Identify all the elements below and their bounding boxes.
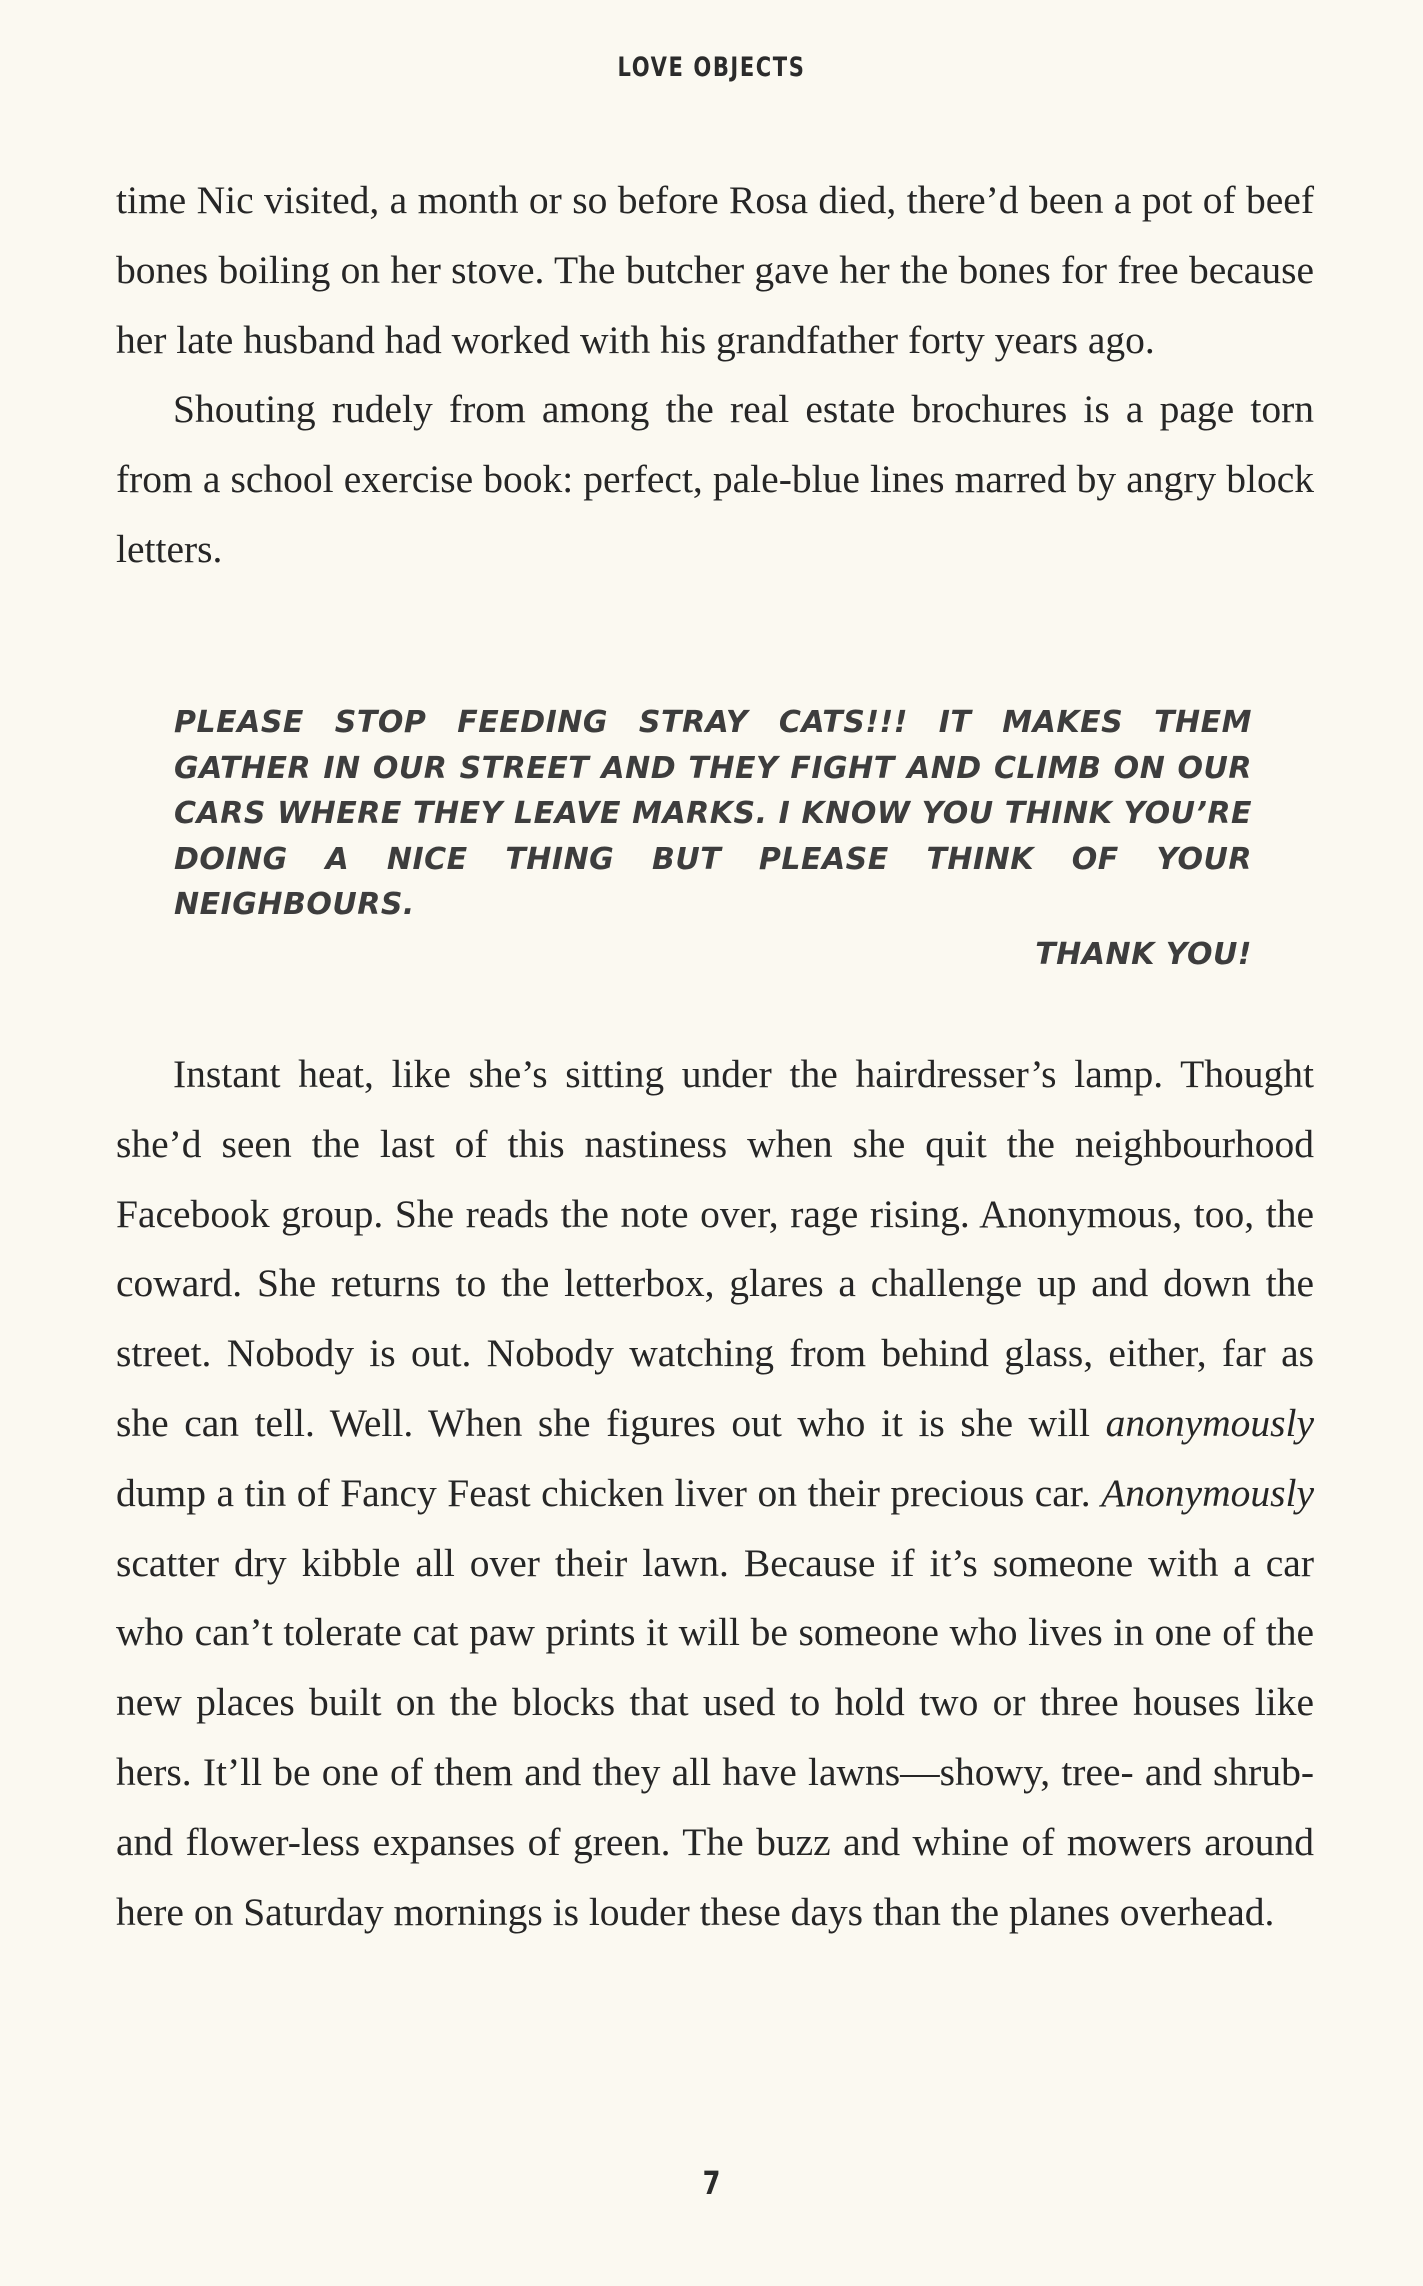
handwritten-note xyxy=(174,700,1252,977)
emphasis-anonymously-2: Anonymously xyxy=(1101,1470,1314,1515)
running-head: LOVE OBJECTS xyxy=(617,52,806,83)
note-text: PLEASE STOP FEEDING STRAY CATS!!! IT MAKES THEM GATHER IN OUR STREET AND THEY FIGHT AND CLIMB ON OUR CARS WHERE THEY LEAVE MARKS. I KNOW YOU THINK YOU’RE DOING A NICE THING BUT PLEASE THINK OF YOUR NEIGHBOURS. xyxy=(174,705,1252,922)
bottom-text-block xyxy=(116,1040,1314,1947)
paragraph-instant-heat xyxy=(116,1040,1314,1947)
page-number: 7 xyxy=(702,2164,721,2202)
paragraph-part-3: scatter dry kibble all over their lawn. Because if it’s someone with a car who can’t tolerate cat paw prints it will be someone who lives in one of the new places built on the blocks that used to hold two or three houses like hers. It’ll be one of them and they all have lawns—showy, tree- and shrub- and flower-less expanses of green. The buzz and whine of mowers around here on Saturday mornings is louder these days than the planes overhead. xyxy=(116,1540,1314,1934)
paragraph-continued: time Nic visited, a month or so before Rosa died, there’d been a pot of beef bones boiling on her stove. The butcher gave her the bones for free because her late husband had worked with his grandfather forty years ago. xyxy=(116,178,1314,362)
paragraph-part-1: Instant heat, like she’s sitting under the hairdresser’s lamp. Thought she’d seen the last of this nastiness when she quit the neighbourhood Facebook group. She reads the note over, rage rising. Anonymous, too, the coward. She returns to the letterbox, glares a challenge up and down the street. Nobody is out. Nobody watching from behind glass, either, far as she can tell. Well. When she figures out who it is she will xyxy=(116,1052,1314,1445)
paragraph-brochures: Shouting rudely from among the real estate brochures is a page torn from a school exercise book: perfect, pale-blue lines marred by angry block letters. xyxy=(116,387,1314,571)
emphasis-anonymously-1: anonymously xyxy=(1105,1400,1314,1445)
top-text-block xyxy=(116,166,1314,585)
paragraph-part-2: dump a tin of Fancy Feast chicken liver on their precious car. xyxy=(116,1470,1102,1515)
note-signoff: THANK YOU! xyxy=(1035,936,1252,972)
